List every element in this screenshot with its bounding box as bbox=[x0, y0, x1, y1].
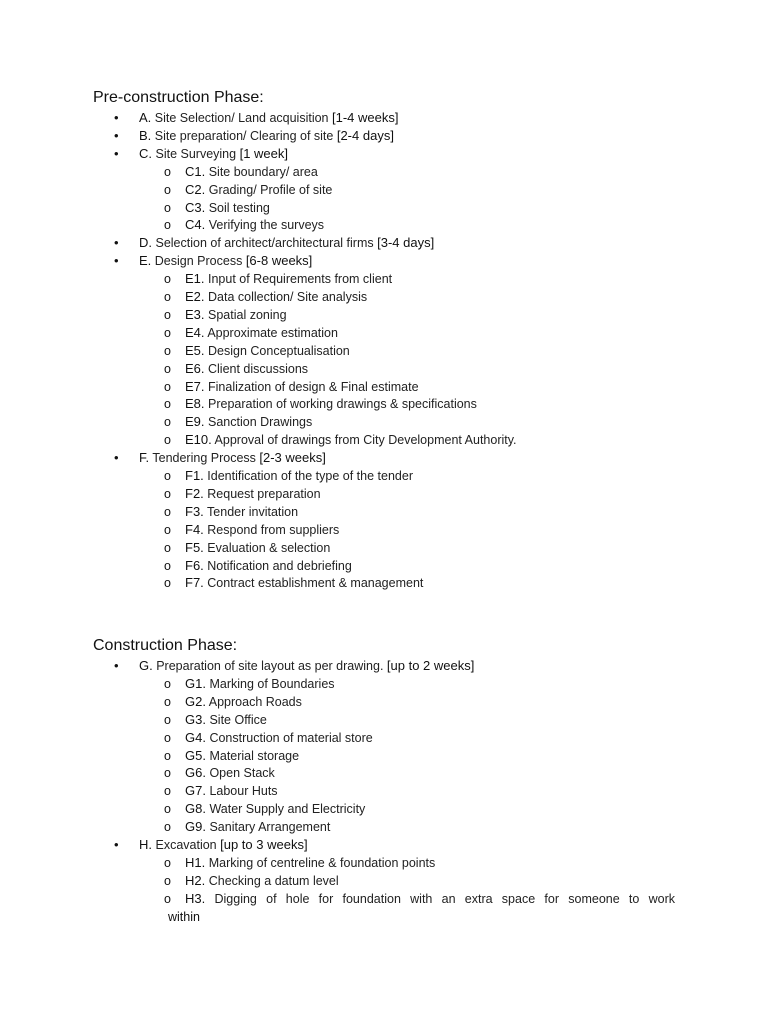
item-description: Site preparation/ Clearing of site bbox=[154, 128, 334, 143]
item-text bbox=[185, 467, 413, 485]
item-code: C3. bbox=[185, 199, 206, 215]
item-text bbox=[185, 216, 324, 234]
item-code: H1. bbox=[185, 854, 206, 870]
item-description: Marking of Boundaries bbox=[209, 676, 335, 691]
item-text bbox=[185, 342, 350, 360]
item-duration: [1 week] bbox=[239, 145, 288, 161]
item-description: Approach Roads bbox=[208, 694, 302, 709]
circle-bullet-icon: o bbox=[164, 802, 171, 817]
bullet-icon: • bbox=[114, 253, 119, 269]
circle-bullet-icon: o bbox=[164, 415, 171, 430]
circle-bullet-icon: o bbox=[164, 873, 171, 888]
item-description: Identification of the type of the tender bbox=[207, 469, 413, 483]
circle-bullet-icon: o bbox=[164, 766, 171, 781]
item-code: D. bbox=[139, 235, 152, 251]
item-duration: [up to 3 weeks] bbox=[220, 837, 308, 852]
item-description: Checking a datum level bbox=[208, 873, 339, 888]
circle-bullet-icon: o bbox=[164, 676, 171, 691]
item-text bbox=[185, 800, 365, 818]
item-code: B. bbox=[139, 127, 152, 143]
bullet-icon: • bbox=[114, 658, 119, 673]
item-description: Construction of material store bbox=[209, 730, 373, 745]
item-description: Site Selection/ Land acquisition bbox=[154, 111, 329, 125]
item-code: F3. bbox=[185, 503, 204, 519]
item-description: Input of Requirements from client bbox=[208, 272, 393, 287]
item-text bbox=[185, 324, 338, 342]
item-code: F. bbox=[139, 450, 150, 466]
item-code: G5. bbox=[185, 747, 206, 763]
item-description: Respond from suppliers bbox=[207, 522, 340, 537]
item-duration: [1-4 weeks] bbox=[332, 110, 399, 125]
item-description: Design Conceptualisation bbox=[208, 343, 350, 358]
circle-bullet-icon: o bbox=[164, 182, 171, 197]
item-description: Verifying the surveys bbox=[208, 218, 325, 233]
circle-bullet-icon: o bbox=[164, 218, 171, 233]
circle-bullet-icon: o bbox=[164, 784, 171, 799]
item-description: Spatial zoning bbox=[208, 307, 287, 322]
circle-bullet-icon: o bbox=[164, 576, 171, 591]
item-code: E8. bbox=[185, 396, 205, 412]
item-description: Site boundary/ area bbox=[208, 164, 318, 179]
item-code: H. bbox=[139, 837, 152, 852]
item-code: A. bbox=[139, 110, 152, 125]
item-description: Contract establishment & management bbox=[207, 576, 424, 591]
item-description: Grading/ Profile of site bbox=[208, 182, 333, 197]
item-text bbox=[185, 574, 423, 592]
item-code: E2. bbox=[185, 289, 205, 304]
item-code: F5. bbox=[185, 539, 204, 555]
item-text bbox=[185, 288, 367, 306]
circle-bullet-icon: o bbox=[164, 397, 171, 412]
item-code: G4. bbox=[185, 729, 206, 745]
item-description: Digging of hole for foundation with an extra space for someone to work bbox=[214, 891, 675, 906]
item-text-continuation: within bbox=[168, 909, 200, 924]
item-text bbox=[139, 252, 312, 270]
item-duration: [3-4 days] bbox=[377, 235, 435, 251]
bullet-icon: • bbox=[114, 110, 119, 125]
item-description: Open Stack bbox=[209, 766, 275, 781]
bullet-icon: • bbox=[114, 127, 119, 143]
item-code: F6. bbox=[185, 557, 204, 573]
circle-bullet-icon: o bbox=[164, 504, 171, 519]
item-code: E3. bbox=[185, 306, 205, 322]
circle-bullet-icon: o bbox=[164, 379, 171, 394]
item-description: Client discussions bbox=[208, 361, 309, 376]
item-text bbox=[139, 145, 288, 163]
circle-bullet-icon: o bbox=[164, 433, 171, 448]
circle-bullet-icon: o bbox=[164, 730, 171, 745]
item-code: G2. bbox=[185, 693, 206, 709]
item-text bbox=[185, 521, 339, 539]
item-text bbox=[139, 449, 326, 467]
item-text bbox=[185, 503, 298, 521]
circle-bullet-icon: o bbox=[164, 748, 171, 763]
item-description: Request preparation bbox=[207, 486, 321, 501]
item-text bbox=[185, 747, 299, 765]
item-code: C1. bbox=[185, 163, 206, 179]
circle-bullet-icon: o bbox=[164, 325, 171, 340]
item-code: F1. bbox=[185, 468, 204, 483]
item-text bbox=[185, 199, 270, 217]
item-description: Sanction Drawings bbox=[208, 415, 313, 430]
item-code: F4. bbox=[185, 521, 204, 537]
item-text bbox=[185, 729, 373, 747]
item-description: Tendering Process bbox=[152, 451, 256, 466]
item-text bbox=[185, 431, 517, 449]
item-description: Approval of drawings from City Development Authority. bbox=[214, 433, 517, 448]
item-text bbox=[139, 109, 398, 127]
item-code: E1. bbox=[185, 271, 205, 287]
item-code: G. bbox=[139, 658, 153, 673]
bullet-icon: • bbox=[114, 235, 119, 251]
item-code: G1. bbox=[185, 675, 206, 691]
item-description: Data collection/ Site analysis bbox=[208, 290, 368, 304]
circle-bullet-icon: o bbox=[164, 361, 171, 376]
item-text bbox=[185, 782, 278, 800]
item-text bbox=[185, 693, 302, 711]
bullet-icon: • bbox=[114, 450, 119, 466]
item-text bbox=[185, 764, 275, 782]
circle-bullet-icon: o bbox=[164, 694, 171, 709]
item-text bbox=[185, 163, 318, 181]
item-duration: [2-3 weeks] bbox=[259, 450, 326, 466]
item-text bbox=[185, 854, 435, 872]
item-description: Marking of centreline & foundation points bbox=[208, 855, 436, 870]
item-description: Notification and debriefing bbox=[207, 558, 352, 573]
item-text bbox=[185, 818, 330, 836]
item-description: Evaluation & selection bbox=[207, 540, 331, 555]
circle-bullet-icon: o bbox=[164, 540, 171, 555]
item-code: H3. bbox=[185, 890, 206, 906]
item-code: E10. bbox=[185, 432, 212, 448]
item-text bbox=[185, 485, 321, 503]
item-code: E9. bbox=[185, 414, 205, 430]
circle-bullet-icon: o bbox=[164, 200, 171, 215]
item-text bbox=[185, 557, 352, 575]
item-text bbox=[185, 270, 392, 288]
item-description: Finalization of design & Final estimate bbox=[208, 379, 419, 394]
circle-bullet-icon: o bbox=[164, 486, 171, 501]
item-code: C4. bbox=[185, 217, 206, 233]
item-description: Excavation bbox=[155, 838, 217, 852]
item-description: Sanitary Arrangement bbox=[209, 820, 331, 835]
item-description: Water Supply and Electricity bbox=[209, 802, 366, 817]
circle-bullet-icon: o bbox=[164, 290, 171, 304]
item-text bbox=[185, 378, 419, 396]
item-description: Design Process bbox=[154, 254, 243, 269]
item-code: G9. bbox=[185, 819, 206, 835]
item-text bbox=[185, 306, 287, 324]
circle-bullet-icon: o bbox=[164, 272, 171, 287]
item-code: E7. bbox=[185, 378, 205, 394]
item-description: Soil testing bbox=[208, 200, 270, 215]
section-title: Construction Phase: bbox=[93, 637, 238, 654]
item-code: F2. bbox=[185, 485, 204, 501]
item-code: G6. bbox=[185, 765, 206, 781]
circle-bullet-icon: o bbox=[164, 891, 171, 906]
item-code: E4. bbox=[185, 324, 205, 340]
item-duration: [up to 2 weeks] bbox=[386, 658, 475, 673]
item-code: G7. bbox=[185, 783, 206, 799]
item-text bbox=[185, 711, 267, 729]
item-description: Labour Huts bbox=[209, 784, 278, 799]
circle-bullet-icon: o bbox=[164, 712, 171, 727]
section-title: Pre-construction Phase: bbox=[93, 89, 264, 106]
circle-bullet-icon: o bbox=[164, 307, 171, 322]
item-code: C. bbox=[139, 145, 152, 161]
item-description: Approximate estimation bbox=[207, 325, 338, 340]
item-text bbox=[185, 675, 335, 693]
item-duration: [6-8 weeks] bbox=[245, 253, 313, 269]
item-code: G8. bbox=[185, 801, 206, 817]
item-code: E5. bbox=[185, 342, 205, 358]
circle-bullet-icon: o bbox=[164, 164, 171, 179]
item-text bbox=[185, 360, 308, 378]
circle-bullet-icon: o bbox=[164, 469, 171, 483]
item-code: E6. bbox=[185, 360, 205, 376]
circle-bullet-icon: o bbox=[164, 343, 171, 358]
item-code: G3. bbox=[185, 711, 206, 727]
item-description: Site Office bbox=[209, 712, 267, 727]
item-text bbox=[185, 539, 330, 557]
circle-bullet-icon: o bbox=[164, 855, 171, 870]
item-text bbox=[139, 657, 474, 675]
item-text bbox=[185, 181, 332, 199]
item-text bbox=[185, 413, 312, 431]
item-description: Material storage bbox=[209, 748, 300, 763]
item-duration: [2-4 days] bbox=[336, 127, 394, 143]
item-code: H2. bbox=[185, 872, 206, 888]
item-text bbox=[185, 395, 477, 413]
circle-bullet-icon: o bbox=[164, 558, 171, 573]
item-description: Tender invitation bbox=[207, 504, 299, 519]
item-text bbox=[185, 890, 675, 908]
item-text bbox=[139, 234, 434, 252]
item-description: Preparation of site layout as per drawing. bbox=[156, 659, 384, 673]
item-description: Selection of architect/architectural firms bbox=[155, 236, 374, 251]
item-description: Preparation of working drawings & specifications bbox=[208, 397, 477, 412]
item-text bbox=[139, 127, 394, 145]
item-description: Site Surveying bbox=[155, 146, 237, 161]
item-code: E. bbox=[139, 253, 152, 269]
item-code: F7. bbox=[185, 575, 204, 591]
item-text bbox=[139, 836, 308, 854]
bullet-icon: • bbox=[114, 145, 119, 161]
item-text bbox=[185, 872, 339, 890]
item-code: C2. bbox=[185, 181, 206, 197]
bullet-icon: • bbox=[114, 837, 119, 852]
circle-bullet-icon: o bbox=[164, 522, 171, 537]
circle-bullet-icon: o bbox=[164, 820, 171, 835]
